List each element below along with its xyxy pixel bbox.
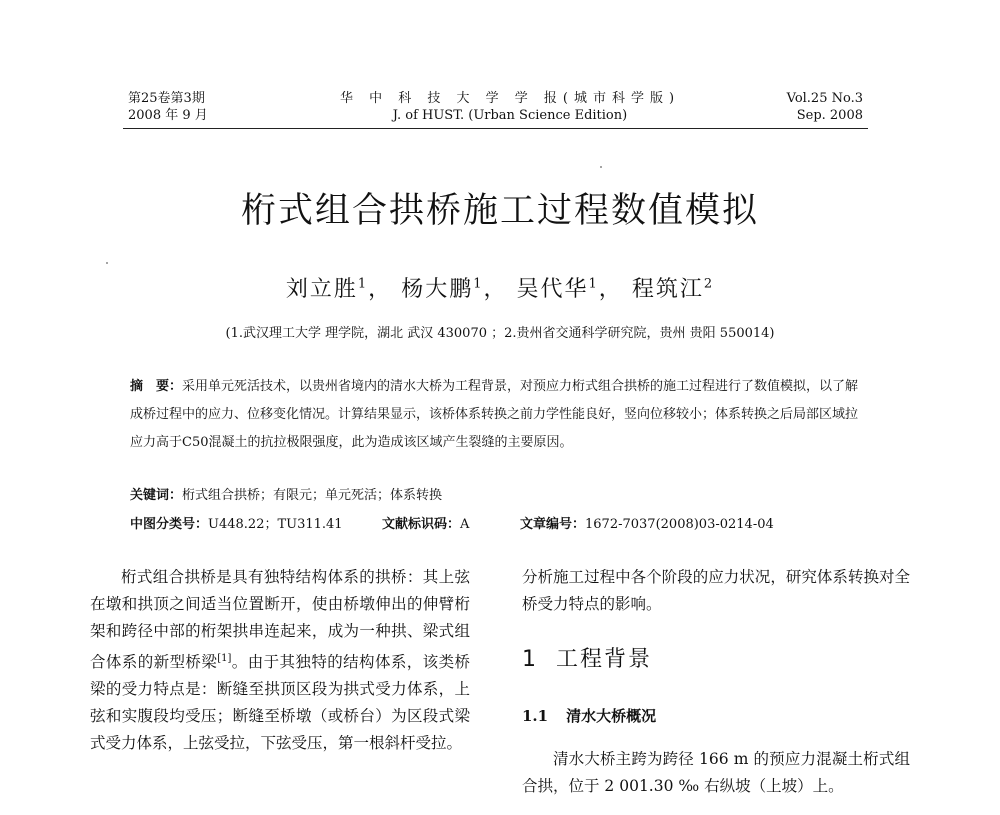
body-text: 。由于其独特的结构体系，该类桥梁的受力特点是：断缝至拱顶区段为拱式受力体系，上弦和实腹段均受压；断缝至桥墩（或桥台）为区段式梁式受力体系，上弦受拉，下弦受压，第一根斜杆受拉。 (90, 653, 470, 753)
author-name: 吴代华 (516, 277, 589, 302)
volume-issue-text: 第25卷第3期 (128, 91, 205, 106)
body-right-column (522, 564, 910, 618)
author-affiliation-mark: 1 (357, 276, 369, 292)
article-number (520, 513, 774, 532)
clc-label: 中图分类号： (130, 517, 209, 532)
body-left-column (90, 564, 470, 757)
journal-name-chinese: 华 中 科 技 大 学 学 报(城市科学版) (339, 91, 681, 106)
affiliations: (1.武汉理工大学 理学院，湖北 武汉 430070 ；2.贵州省交通科学研究院，贵州 贵阳 550014) (225, 326, 775, 341)
abstract-text: 采用单元死活技术，以贵州省境内的清水大桥为工程背景，对预应力桁式组合拱桥的施工过程进行了数值模拟，以了解成桥过程中的应力、位移变化情况。计算结果显示，该桥体系转换之前力学性能良好，竖向位移较小；体系转换之后局部区域拉应力高于C50混凝土的抗拉极限强度，此为造成该区域产生裂缝的主要原因。 (130, 379, 859, 450)
body-paragraph: 清水大桥主跨为跨径 166 m 的预应力混凝土桁式组合拱，位于 2 001.30 ‰ 右纵坡（上坡）上。 (522, 749, 910, 795)
abstract-label: 摘 要： (130, 379, 183, 394)
author-list (0, 272, 1000, 303)
author-affiliation-mark: 1 (588, 276, 599, 292)
keywords-text: 桁式组合拱桥；有限元；单元死活；体系转换 (182, 488, 443, 503)
journal-name (330, 90, 690, 124)
subsection-title: 清水大桥概况 (566, 707, 657, 725)
journal-name-english: J. of HUST. (Urban Science Edition) (392, 108, 628, 123)
section-heading (522, 642, 652, 673)
article-number-value: 1672-7037(2008)03-0214-04 (585, 517, 774, 532)
volume-english-text: Vol.25 No.3 (786, 91, 863, 106)
citation-reference: [1] (217, 653, 232, 664)
section-title: 工程背景 (556, 647, 653, 672)
clc-value: U448.22；TU311.41 (208, 517, 343, 532)
article-number-label: 文章编号： (520, 517, 586, 532)
document-code (382, 513, 469, 532)
document-code-label: 文献标识码： (382, 517, 461, 532)
author-separator: ， (483, 277, 508, 302)
paper-title: 桁式组合拱桥施工过程数值模拟 (240, 191, 759, 231)
author-name: 杨大鹏 (401, 277, 474, 302)
section-number: 1 (522, 647, 538, 672)
abstract (130, 373, 860, 457)
author-separator: ， (368, 277, 393, 302)
author-affiliation-mark: 2 (703, 276, 715, 292)
author-separator: ， (598, 277, 623, 302)
date-english-text: Sep. 2008 (796, 108, 863, 123)
subsection-number: 1.1 (522, 707, 549, 725)
journal-volume-english (720, 90, 863, 124)
journal-volume-issue (128, 90, 208, 124)
clc-number (130, 513, 343, 532)
subsection-heading (522, 705, 656, 726)
author-name: 程筑江 (631, 277, 704, 302)
author-name: 刘立胜 (285, 277, 358, 302)
keywords-label: 关键词： (130, 488, 183, 503)
body-text: 桁式组合拱桥是具有独特结构体系的拱桥：其上弦在墩和拱顶之间适当位置断开，使由桥墩伸出的伸臂桁架和跨径中部的桁架拱串连起来，成为一种拱、梁式组合体系的新型桥梁 (90, 568, 470, 672)
body-paragraph (90, 564, 470, 757)
scan-speck (106, 262, 108, 264)
subsection-body (522, 730, 910, 815)
header-rule (123, 128, 868, 129)
document-code-value: A (460, 517, 470, 532)
author-affiliation-mark: 1 (473, 276, 484, 292)
issue-date-text: 2008 年 9 月 (128, 108, 208, 123)
scan-speck (600, 166, 602, 168)
keywords (130, 484, 442, 503)
body-paragraph: 分析施工过程中各个阶段的应力状况，研究体系转换对全桥受力特点的影响。 (522, 568, 910, 613)
